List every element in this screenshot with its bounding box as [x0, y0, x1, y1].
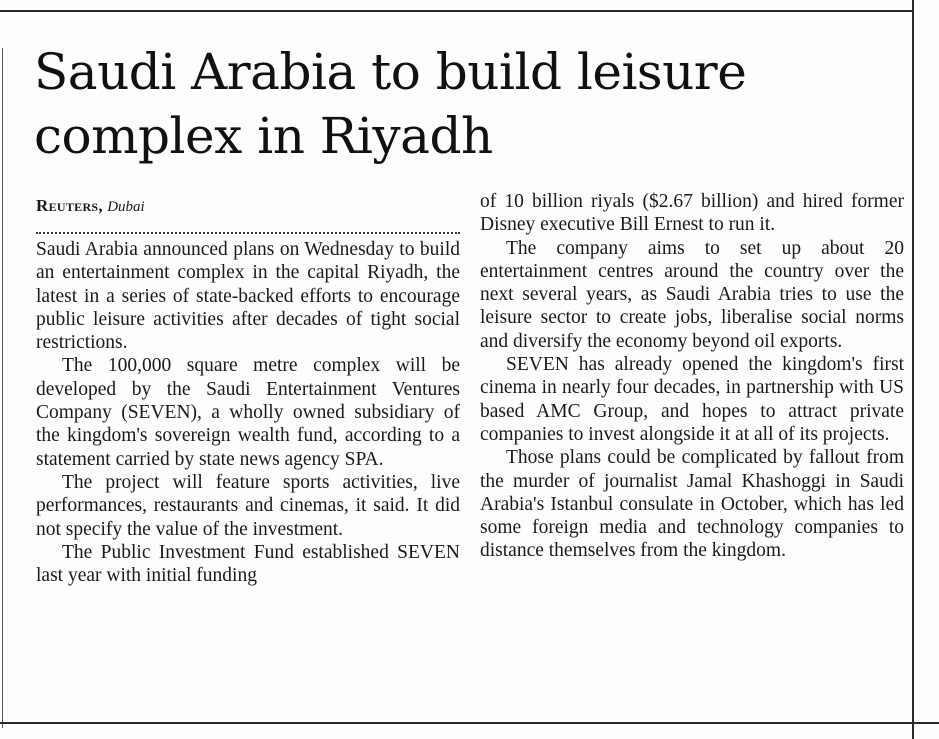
paragraph: The Public Investment Fund established SEVEN last year with initial funding [36, 541, 460, 587]
frame-bottom-rule [0, 722, 939, 724]
paragraph: The project will feature sports activities, live performances, restaurants and cinemas, it said. It did not specify the value of the investment. [36, 471, 460, 540]
paragraph: The company aims to set up about 20 entertainment centres around the country over the next several years, as Saudi Arabia tries to use the leisure sector to create jobs, liberalise social norms and diversify the economy beyond oil exports. [480, 237, 904, 352]
byline-agency: Reuters, [36, 196, 103, 215]
byline-dotted-divider [36, 232, 460, 234]
byline-place: Dubai [107, 199, 145, 215]
article-column-left [36, 238, 460, 587]
frame-top-rule [0, 10, 912, 12]
frame-left-rule [2, 48, 3, 728]
paragraph: SEVEN has already opened the kingdom's first cinema in nearly four decades, in partnership with US based AMC Group, and hopes to attract private companies to invest alongside it at all of its projects. [480, 354, 904, 445]
byline [36, 196, 145, 217]
paragraph: of 10 billion riyals ($2.67 billion) and hired former Disney executive Bill Ernest to run it. [480, 191, 904, 236]
headline: Saudi Arabia to build leisure complex in Riyadh [34, 43, 747, 165]
article-column-right [480, 190, 904, 563]
paragraph: Saudi Arabia announced plans on Wednesday to build an entertainment complex in the capital Riyadh, the latest in a series of state-backed efforts to encourage public leisure activities after decades of tight social restrictions. [36, 239, 460, 354]
paragraph: Those plans could be complicated by fallout from the murder of journalist Jamal Khashoggi in Saudi Arabia's Istanbul consulate in October, which has led some foreign media and technology companies to distance themselves from the kingdom. [480, 447, 904, 562]
paragraph: The 100,000 square metre complex will be developed by the Saudi Entertainment Ventures Company (SEVEN), a wholly owned subsidiary of the kingdom's sovereign wealth fund, according to a statement carried by state news agency SPA. [36, 355, 460, 470]
